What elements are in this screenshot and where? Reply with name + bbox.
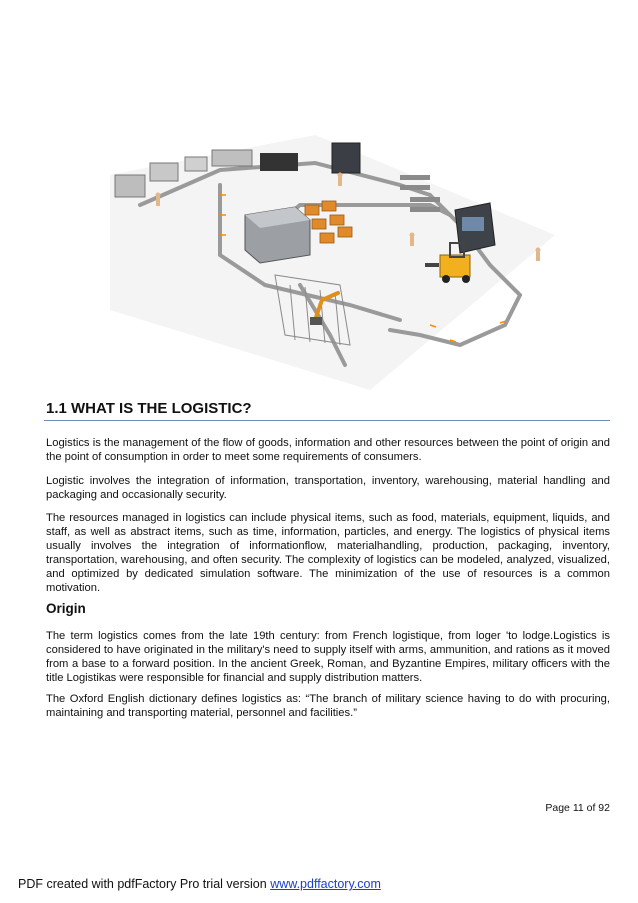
paragraph-resources: The resources managed in logistics can include physical items, such as food, materials, equipment, liquids, and staff, as well as abstract items, such as time, information, particles, and energy. The logistics of physical items usually involves the integration of informationflow, materialhandling, production, packaging, inventory, transportation, warehousing, and often security. The complexity of logistics can be modeled, analyzed, visualized, and optimized by dedicated simulation software. The minimization of the use of resources is a common motivation. [46,512,610,594]
page-number: Page 11 of 92 [545,802,610,814]
paragraph-oxford-definition: The Oxford English dictionary defines logistics as: “The branch of military science having to do with procuring, maintaining and transporting material, personnel and facilities.” [46,693,610,719]
logistics-factory-illustration [100,135,555,390]
footer-link[interactable]: www.pdffactory.com [270,877,381,891]
paragraph-definition: Logistics is the management of the flow of goods, information and other resources between the point of origin and the point of consumption in order to meet some requirements of consumers. [46,437,610,463]
paragraph-integration: Logistic involves the integration of information, transportation, inventory, warehousing, material handling and packaging and occasionally security. [46,475,610,501]
paragraph-origin-history: The term logistics comes from the late 19th century: from French logistique, from loger 'to lodge.Logistics is considered to have originated in the military's need to supply itself with arms, ammunition, and rations as it moved from a base to a forward position. In the ancient Greek, Roman, and Byzantine Empires, military officers with the title Logistikas were responsible for financial and supply distribution matters. [46,630,610,684]
pdf-footer [18,877,381,891]
title-divider [44,420,610,421]
footer-text: PDF created with pdfFactory Pro trial version [18,877,271,891]
origin-heading: Origin [46,601,86,616]
section-title: 1.1 WHAT IS THE LOGISTIC? [46,400,252,417]
